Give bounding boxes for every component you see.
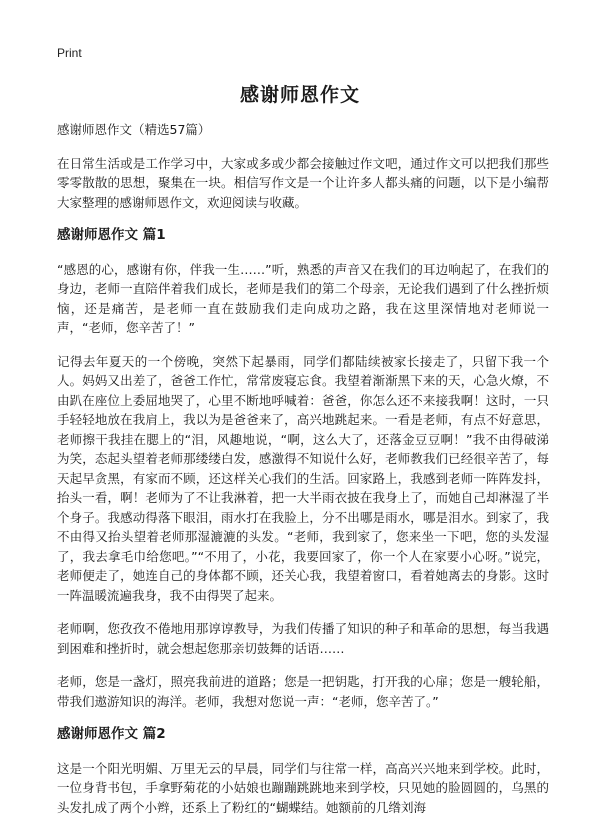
section-1-paragraph-4: 老师，您是一盏灯，照亮我前进的道路；您是一把钥匙，打开我的心扉；您是一艘轮船，带我们遨游知识的海洋。老师，我想对您说一声：“老师，您辛苦了。” [57, 674, 549, 709]
print-label: Print [57, 46, 82, 60]
section-1-paragraph-3: 老师啊，您孜孜不倦地用那谆谆教导，为我们传播了知识的种子和革命的思想，每当我遇到困难和挫折时，就会想起您那亲切鼓舞的话语…… [57, 621, 549, 656]
section-2-heading: 感谢师恩作文 篇2 [57, 726, 166, 742]
document-title: 感谢师恩作文 [239, 84, 360, 106]
section-1-heading: 感谢师恩作文 篇1 [57, 227, 166, 243]
section-2-paragraph-1: 这是一个阳光明媚、万里无云的早晨，同学们与往常一样，高高兴兴地来到学校。此时，一位身背书包，手拿野菊花的小姑娘也蹦蹦跳跳地来到学校，只见她的脸圆圆的，乌黑的头发扎成了两个小辫，还系上了粉红的“蝴蝶结。她额前的几绺刘海 [57, 760, 549, 815]
intro-paragraph: 在日常生活或是工作学习中，大家或多或少都会接触过作文吧，通过作文可以把我们那些零零散散的思想，聚集在一块。相信写作文是一个让许多人都头痛的问题，以下是小编帮大家整理的感谢师恩作文，欢迎阅读与收藏。 [57, 155, 549, 210]
section-1-paragraph-1: “感恩的心，感谢有你，伴我一生……”听，熟悉的声音又在我们的耳边响起了，在我们的身边，老师一直陪伴着我们成长，老师是我们的第二个母亲，无论我们遇到了什么挫折烦恼，还是痛苦，是老师一直在鼓励我们走向成功之路，我在这里深情地对老师说一声，“老师，您辛苦了！” [57, 261, 549, 335]
section-1-paragraph-2: 记得去年夏天的一个傍晚，突然下起暴雨，同学们都陆续被家长接走了，只留下我一个人。妈妈又出差了，爸爸工作忙，常常废寝忘食。我望着渐渐黑下来的天，心急火燎，不由趴在座位上委屈地哭了，心里不断地呼喊着：爸爸，你怎么还不来接我啊！这时，一只手轻轻地放在我肩上，我以为是爸爸来了，高兴地跳起来。一看是老师，有点不好意思，老师擦干我挂在腮上的“泪，风趣地说，“啊，这么大了，还落金豆豆啊！”我不由得破涕为笑，态起头望着老师那缕缕白发，感激得不知说什么好，老师教我们已经很辛苦了，每天起早贪黑，有家而不顾，还这样关心我们的生活。回家路上，我感到老师一阵阵发抖，抬头一看，啊！老师为了不让我淋着，把一大半雨衣披在我身上了，而她自己却淋湿了半个身子。我感动得落下眼泪，雨水打在我脸上，分不出哪是雨水，哪是泪水。到家了，我不由得又抬头望着老师那湿漉漉的头发。“老师，我到家了，您来坐一下吧，您的头发湿了，我去拿毛巾给您吧。”“不用了，小花，我要回家了，你一个人在家要小心呀。”说完，老师便走了，她连自己的身体都不顾，还关心我，我望着窗口，看着她离去的身影。这时一阵温暖流遍我身，我不由得哭了起来。 [57, 353, 549, 603]
document-body [57, 120, 549, 828]
document-subtitle: 感谢师恩作文（精选57篇） [57, 122, 211, 137]
